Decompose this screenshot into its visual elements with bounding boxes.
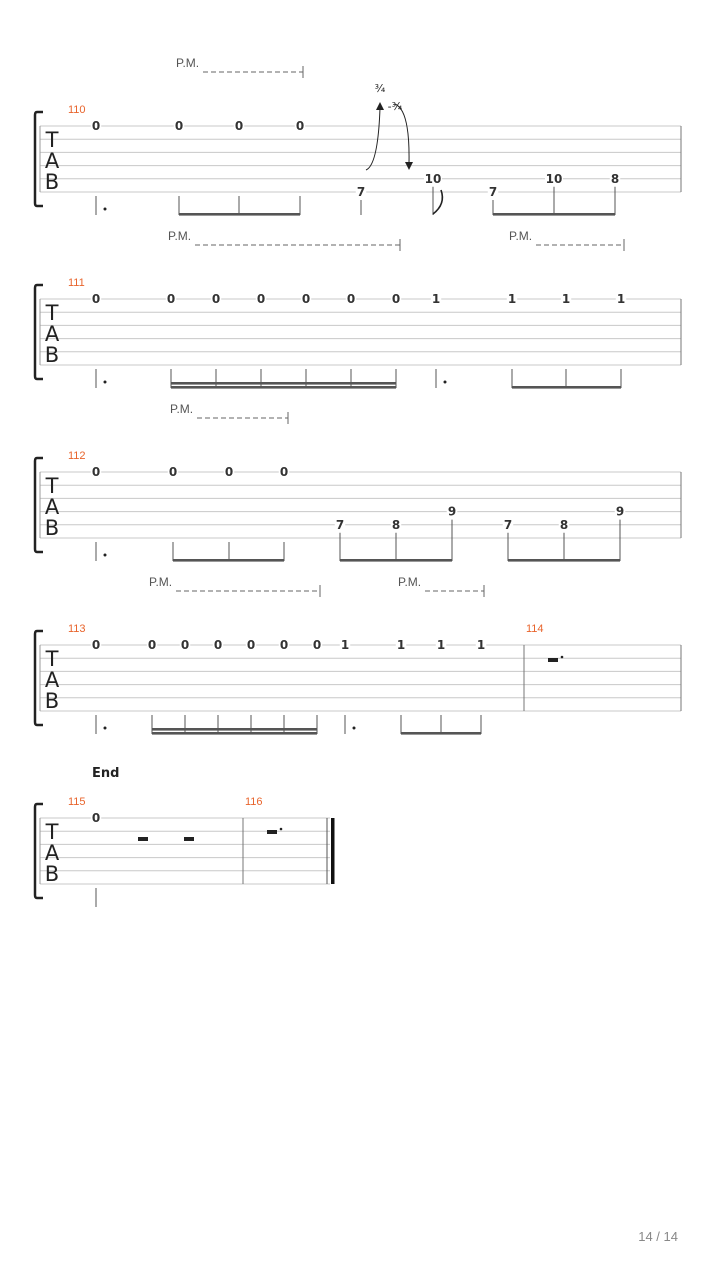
tab-clef-letter: A: [44, 841, 60, 865]
measure-number: 112: [68, 450, 86, 462]
fret-number: 0: [91, 811, 101, 825]
beam: [152, 732, 317, 735]
rest: [184, 837, 194, 841]
fret-number: 7: [503, 517, 513, 532]
fret-number: 7: [335, 517, 345, 532]
rest-dot: [561, 656, 564, 659]
beam: [173, 559, 284, 562]
beam: [171, 382, 396, 385]
fret-number: 1: [616, 292, 626, 306]
fret-number: 10: [545, 171, 563, 186]
tab-clef-letter: A: [44, 668, 60, 692]
tab-clef-letter: A: [44, 495, 60, 519]
palm-mute-label: P.M.: [176, 56, 200, 70]
rhythm-dot: [104, 208, 107, 211]
final-barline: [331, 818, 335, 884]
fret-number: 1: [507, 292, 517, 306]
fret-number: 0: [180, 638, 190, 652]
fret-number: 0: [312, 638, 322, 652]
tab-clef-letter: B: [44, 343, 60, 367]
page-number: 14 / 14: [638, 1229, 678, 1244]
measure-number: 111: [68, 277, 85, 289]
fret-number: 1: [561, 292, 571, 306]
fret-number: 0: [91, 638, 101, 652]
note-flag: [433, 190, 442, 214]
fret-number: 8: [610, 171, 620, 186]
beam: [401, 732, 481, 735]
palm-mute-label: P.M.: [509, 229, 533, 243]
fret-number: 8: [559, 517, 569, 532]
fret-number: 7: [356, 185, 366, 199]
fret-number: 10: [424, 171, 442, 186]
fret-number: 0: [234, 119, 244, 133]
palm-mute-label: P.M.: [168, 229, 192, 243]
measure-number: 116: [245, 796, 263, 808]
fret-number: 1: [340, 638, 350, 652]
beam: [179, 213, 300, 216]
tab-clef-letter: T: [45, 301, 59, 325]
tab-clef-letter: B: [44, 689, 60, 713]
fret-number: 0: [246, 638, 256, 652]
palm-mute-label: P.M.: [398, 575, 422, 589]
tab-clef-letter: T: [45, 128, 59, 152]
tab-system: [35, 585, 681, 735]
fret-number: 0: [279, 638, 289, 652]
rhythm-dot: [353, 727, 356, 730]
fret-number: 0: [211, 292, 221, 306]
fret-number: 0: [391, 292, 401, 306]
rhythm-dot: [104, 727, 107, 730]
fret-number: 1: [476, 638, 486, 652]
rest: [138, 837, 148, 841]
fret-number: 9: [615, 504, 625, 519]
fret-number: 0: [279, 465, 289, 479]
tab-clef-letter: T: [45, 474, 59, 498]
tab-clef-letter: B: [44, 170, 60, 194]
fret-number: 0: [213, 638, 223, 652]
beam: [152, 728, 317, 731]
tab-clef-letter: A: [44, 149, 60, 173]
fret-number: 0: [256, 292, 266, 306]
tab-clef-letter: T: [45, 820, 59, 844]
rhythm-dot: [444, 381, 447, 384]
beam: [171, 386, 396, 389]
fret-number: 0: [168, 465, 178, 479]
fret-number: 0: [301, 292, 311, 306]
tab-clef-letter: A: [44, 322, 60, 346]
rhythm-dot: [104, 381, 107, 384]
measure-number: 114: [526, 623, 544, 635]
fret-number: 0: [295, 119, 305, 133]
tab-system: [35, 804, 335, 907]
rest: [267, 830, 277, 834]
palm-mute-label: P.M.: [170, 402, 194, 416]
fret-number: 0: [346, 292, 356, 306]
rhythm-dot: [104, 554, 107, 557]
palm-mute-label: P.M.: [149, 575, 173, 589]
beam: [340, 559, 452, 562]
fret-number: 0: [91, 292, 101, 306]
fret-number: 9: [447, 504, 457, 519]
fret-number: 0: [166, 292, 176, 306]
bend-arrow: [376, 102, 384, 110]
fret-number: 0: [91, 119, 101, 133]
measure-number: 113: [68, 623, 86, 635]
bend-amount-label: ¾: [374, 82, 386, 95]
fret-number: 0: [147, 638, 157, 652]
measure-number: 110: [68, 104, 86, 116]
tab-clef-letter: B: [44, 862, 60, 886]
fret-number: 7: [488, 185, 498, 199]
rest-dot: [280, 828, 283, 831]
beam: [508, 559, 620, 562]
section-label: End: [92, 766, 120, 781]
fret-number: 0: [174, 119, 184, 133]
fret-number: 8: [391, 517, 401, 532]
fret-number: 0: [224, 465, 234, 479]
tab-system: [35, 239, 681, 389]
tab-clef-letter: T: [45, 647, 59, 671]
fret-number: 0: [91, 465, 101, 479]
beam: [512, 386, 621, 389]
fret-number: 1: [431, 292, 441, 306]
fret-number: 1: [396, 638, 406, 652]
fret-number: 1: [436, 638, 446, 652]
tab-system: [35, 412, 681, 562]
rest: [548, 658, 558, 662]
beam: [493, 213, 615, 216]
measure-number: 115: [68, 796, 86, 808]
tab-clef-letter: B: [44, 516, 60, 540]
bend-release-label: -¾: [387, 100, 403, 113]
